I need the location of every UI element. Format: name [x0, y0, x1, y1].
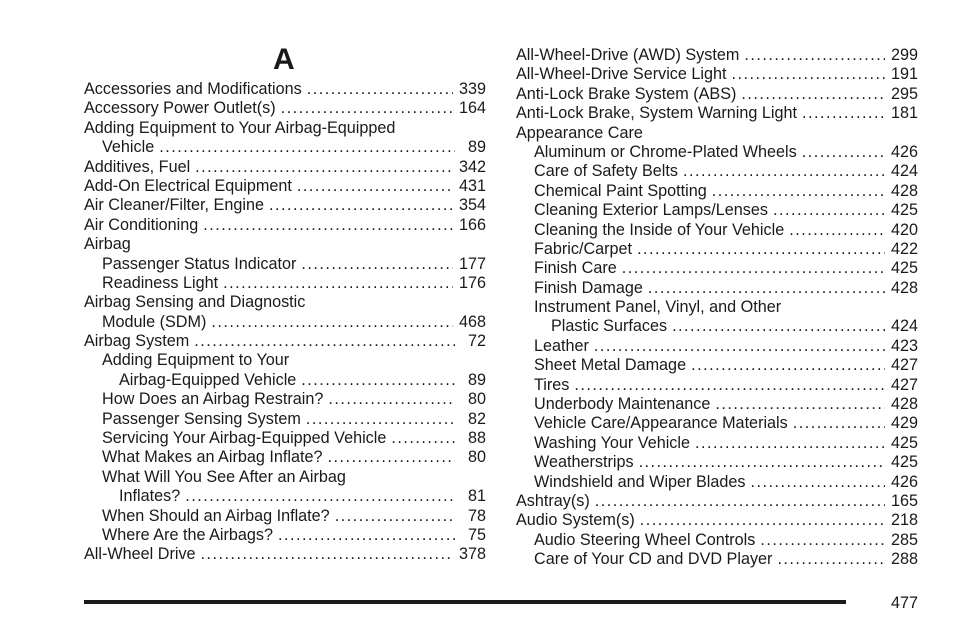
dot-leader — [732, 65, 885, 84]
index-entry-text: Windshield and Wiper Blades — [534, 472, 746, 491]
dot-leader — [695, 434, 885, 453]
index-entry-text: Instrument Panel, Vinyl, and Other — [534, 298, 782, 317]
index-entry-page: 288 — [890, 550, 918, 569]
index-entry — [516, 46, 918, 65]
index-entry — [516, 492, 918, 511]
index-entry-page: 177 — [458, 254, 486, 273]
dot-leader — [281, 99, 453, 118]
index-entry-text: Care of Your CD and DVD Player — [534, 550, 773, 569]
dot-leader — [297, 177, 453, 196]
index-entry-page: 78 — [467, 506, 486, 525]
index-entry-text: Passenger Status Indicator — [102, 254, 297, 273]
index-entry-text: All-Wheel-Drive Service Light — [516, 65, 727, 84]
index-entry-page: 75 — [467, 525, 486, 544]
index-entry — [84, 216, 486, 235]
index-entry — [516, 511, 918, 530]
index-entry-text: Adding Equipment to Your — [102, 351, 290, 370]
index-entry-page: 423 — [890, 336, 918, 355]
index-entry — [516, 124, 918, 143]
dot-leader — [741, 85, 885, 104]
index-entry — [84, 507, 486, 526]
index-entry-text: Care of Safety Belts — [534, 162, 678, 181]
index-entry — [84, 351, 486, 370]
index-entry — [84, 274, 486, 293]
index-entry-page: 425 — [890, 259, 918, 278]
index-entry — [516, 201, 918, 220]
dot-leader — [307, 80, 453, 99]
dot-leader — [777, 550, 885, 569]
dot-leader — [773, 201, 885, 220]
index-entry-text: Accessory Power Outlet(s) — [84, 99, 276, 118]
index-entry-page: 342 — [458, 157, 486, 176]
index-entry-text: Passenger Sensing System — [102, 409, 301, 428]
dot-leader — [328, 390, 455, 409]
index-entry-text: Airbag — [84, 235, 131, 254]
index-entry — [516, 143, 918, 162]
index-entry — [516, 240, 918, 259]
index-entry — [516, 259, 918, 278]
index-entry-page: 428 — [890, 395, 918, 414]
index-entry — [516, 473, 918, 492]
dot-leader — [744, 46, 885, 65]
index-entry-text: Finish Damage — [534, 278, 643, 297]
index-entry-text: Adding Equipment to Your Airbag-Equipped — [84, 118, 396, 137]
index-entry — [516, 337, 918, 356]
index-entry-text: Anti-Lock Brake, System Warning Light — [516, 104, 797, 123]
index-entry — [84, 177, 486, 196]
dot-leader — [301, 371, 455, 390]
dot-leader — [594, 337, 885, 356]
index-entry-page: 285 — [890, 530, 918, 549]
index-entry — [84, 138, 486, 157]
index-entry-text: Where Are the Airbags? — [102, 525, 273, 544]
dot-leader — [640, 511, 885, 530]
dot-leader — [195, 158, 453, 177]
index-entry — [516, 550, 918, 569]
section-letter: A — [273, 43, 295, 76]
index-entry-text: Leather — [534, 336, 589, 355]
dot-leader — [793, 414, 885, 433]
index-entry-page: 426 — [890, 472, 918, 491]
index-entry-text: Anti-Lock Brake System (ABS) — [516, 84, 737, 103]
dot-leader — [691, 356, 885, 375]
dot-leader — [306, 410, 455, 429]
index-entry-page: 426 — [890, 142, 918, 161]
index-entry — [516, 279, 918, 298]
index-entry — [516, 317, 918, 336]
index-entry — [84, 99, 486, 118]
index-entry-page: 468 — [458, 312, 486, 331]
index-entry-text: All-Wheel Drive — [84, 545, 196, 564]
index-entry — [84, 545, 486, 564]
index-entry — [84, 390, 486, 409]
index-entry-text: How Does an Airbag Restrain? — [102, 390, 324, 409]
dot-leader — [637, 240, 885, 259]
index-entry-page: 425 — [890, 453, 918, 472]
index-entry-text: Washing Your Vehicle — [534, 433, 690, 452]
index-entry — [516, 104, 918, 123]
dot-leader — [648, 279, 885, 298]
index-entry-page: 181 — [890, 104, 918, 123]
index-entry-text: Air Cleaner/Filter, Engine — [84, 196, 264, 215]
index-entry-text: Ashtray(s) — [516, 491, 590, 510]
index-entry-text: Cleaning Exterior Lamps/Lenses — [534, 201, 768, 220]
index-entry — [84, 80, 486, 99]
index-entry-text: Vehicle Care/Appearance Materials — [534, 414, 788, 433]
index-entry-page: 422 — [890, 239, 918, 258]
index-entry-text: Audio Steering Wheel Controls — [534, 530, 756, 549]
index-entry — [84, 526, 486, 545]
index-entry-page: 191 — [890, 65, 918, 84]
index-entry-page: 378 — [458, 545, 486, 564]
index-entry-page: 81 — [467, 487, 486, 506]
index-entry-page: 295 — [890, 84, 918, 103]
index-entry — [516, 376, 918, 395]
index-entry-page: 88 — [467, 429, 486, 448]
index-entry-text: Underbody Maintenance — [534, 395, 711, 414]
index-entry — [516, 453, 918, 472]
index-entry — [516, 85, 918, 104]
index-entry — [84, 410, 486, 429]
index-entry — [516, 356, 918, 375]
index-entry-text: Audio System(s) — [516, 511, 635, 530]
index-entry-text: Add-On Electrical Equipment — [84, 176, 292, 195]
index-entry-page: 164 — [458, 99, 486, 118]
index-entry-page: 299 — [890, 46, 918, 64]
dot-leader — [750, 473, 885, 492]
index-entry-page: 425 — [890, 433, 918, 452]
index-column-left — [84, 80, 486, 565]
index-entry-text: Plastic Surfaces — [551, 317, 668, 336]
dot-leader — [715, 395, 885, 414]
index-entry-page: 80 — [467, 448, 486, 467]
index-entry-page: 166 — [458, 215, 486, 234]
dot-leader — [269, 196, 453, 215]
dot-leader — [595, 492, 885, 511]
index-entry-text: Servicing Your Airbag-Equipped Vehicle — [102, 429, 387, 448]
index-entry-page: 428 — [890, 181, 918, 200]
index-entry — [516, 298, 918, 317]
index-entry-text: Finish Care — [534, 259, 617, 278]
index-entry — [516, 221, 918, 240]
index-entry — [84, 158, 486, 177]
index-entry-page: 428 — [890, 278, 918, 297]
dot-leader — [802, 143, 885, 162]
index-column-right — [516, 46, 918, 570]
index-entry — [516, 65, 918, 84]
index-entry-text: Weatherstrips — [534, 453, 634, 472]
index-entry-page: 427 — [890, 356, 918, 375]
dot-leader — [335, 507, 455, 526]
index-entry-text: Sheet Metal Damage — [534, 356, 687, 375]
dot-leader — [672, 317, 885, 336]
index-entry-page: 424 — [890, 162, 918, 181]
dot-leader — [194, 332, 455, 351]
index-entry-page: 72 — [467, 332, 486, 351]
dot-leader — [622, 259, 885, 278]
index-entry-text: Accessories and Modifications — [84, 80, 302, 98]
dot-leader — [203, 216, 453, 235]
dot-leader — [278, 526, 455, 545]
index-entry-text: Module (SDM) — [102, 312, 207, 331]
page-number: 477 — [890, 594, 918, 612]
index-entry — [84, 468, 486, 487]
index-entry-page: 218 — [890, 511, 918, 530]
index-entry — [516, 395, 918, 414]
dot-leader — [391, 429, 455, 448]
dot-leader — [789, 221, 885, 240]
index-entry — [84, 371, 486, 390]
index-entry-page: 431 — [458, 176, 486, 195]
index-entry-text: Airbag System — [84, 332, 190, 351]
dot-leader — [683, 162, 885, 181]
index-entry — [516, 531, 918, 550]
index-entry-text: Fabric/Carpet — [534, 239, 633, 258]
index-entry-page: 427 — [890, 375, 918, 394]
index-entry-text: Appearance Care — [516, 123, 643, 142]
index-entry-text: All-Wheel-Drive (AWD) System — [516, 46, 740, 64]
index-entry — [84, 235, 486, 254]
index-entry-text: Tires — [534, 375, 570, 394]
index-entry — [84, 332, 486, 351]
index-entry-page: 429 — [890, 414, 918, 433]
index-entry-page: 424 — [890, 317, 918, 336]
dot-leader — [802, 104, 885, 123]
index-entry-text: Aluminum or Chrome-Plated Wheels — [534, 142, 797, 161]
index-entry — [84, 255, 486, 274]
dot-leader — [327, 448, 455, 467]
index-entry-text: Additives, Fuel — [84, 157, 191, 176]
dot-leader — [223, 274, 453, 293]
index-entry — [84, 313, 486, 332]
index-entry-page: 82 — [467, 409, 486, 428]
index-entry — [84, 487, 486, 506]
index-entry-text: Readiness Light — [102, 273, 219, 292]
index-entry — [516, 414, 918, 433]
index-entry — [84, 293, 486, 312]
dot-leader — [201, 545, 453, 564]
index-entry — [516, 162, 918, 181]
index-entry-text: What Makes an Airbag Inflate? — [102, 448, 323, 467]
dot-leader — [712, 182, 885, 201]
dot-leader — [639, 453, 885, 472]
index-entry-text: Cleaning the Inside of Your Vehicle — [534, 220, 785, 239]
index-entry-text: Vehicle — [102, 138, 155, 157]
index-entry-page: 89 — [467, 138, 486, 157]
index-entry — [84, 196, 486, 215]
index-entry — [84, 448, 486, 467]
index-entry-page: 425 — [890, 201, 918, 220]
dot-leader — [760, 531, 885, 550]
dot-leader — [211, 313, 453, 332]
index-entry-page: 339 — [458, 80, 486, 98]
index-entry-page: 89 — [467, 370, 486, 389]
index-entry-page: 80 — [467, 390, 486, 409]
index-entry-text: Airbag-Equipped Vehicle — [119, 370, 297, 389]
index-entry-text: Airbag Sensing and Diagnostic — [84, 293, 306, 312]
dot-leader — [185, 487, 455, 506]
dot-leader — [301, 255, 453, 274]
dot-leader — [574, 376, 885, 395]
footer-rule — [84, 600, 846, 604]
dot-leader — [159, 138, 455, 157]
index-entry-text: Inflates? — [119, 487, 181, 506]
index-entry — [516, 434, 918, 453]
index-entry-text: Chemical Paint Spotting — [534, 181, 707, 200]
index-entry-page: 420 — [890, 220, 918, 239]
index-entry-text: Air Conditioning — [84, 215, 199, 234]
index-entry — [84, 429, 486, 448]
index-entry — [516, 182, 918, 201]
index-entry-page: 165 — [890, 491, 918, 510]
index-entry-text: When Should an Airbag Inflate? — [102, 506, 330, 525]
index-entry-text: What Will You See After an Airbag — [102, 467, 346, 486]
index-entry-page: 354 — [458, 196, 486, 215]
index-entry — [84, 119, 486, 138]
index-entry-page: 176 — [458, 273, 486, 292]
